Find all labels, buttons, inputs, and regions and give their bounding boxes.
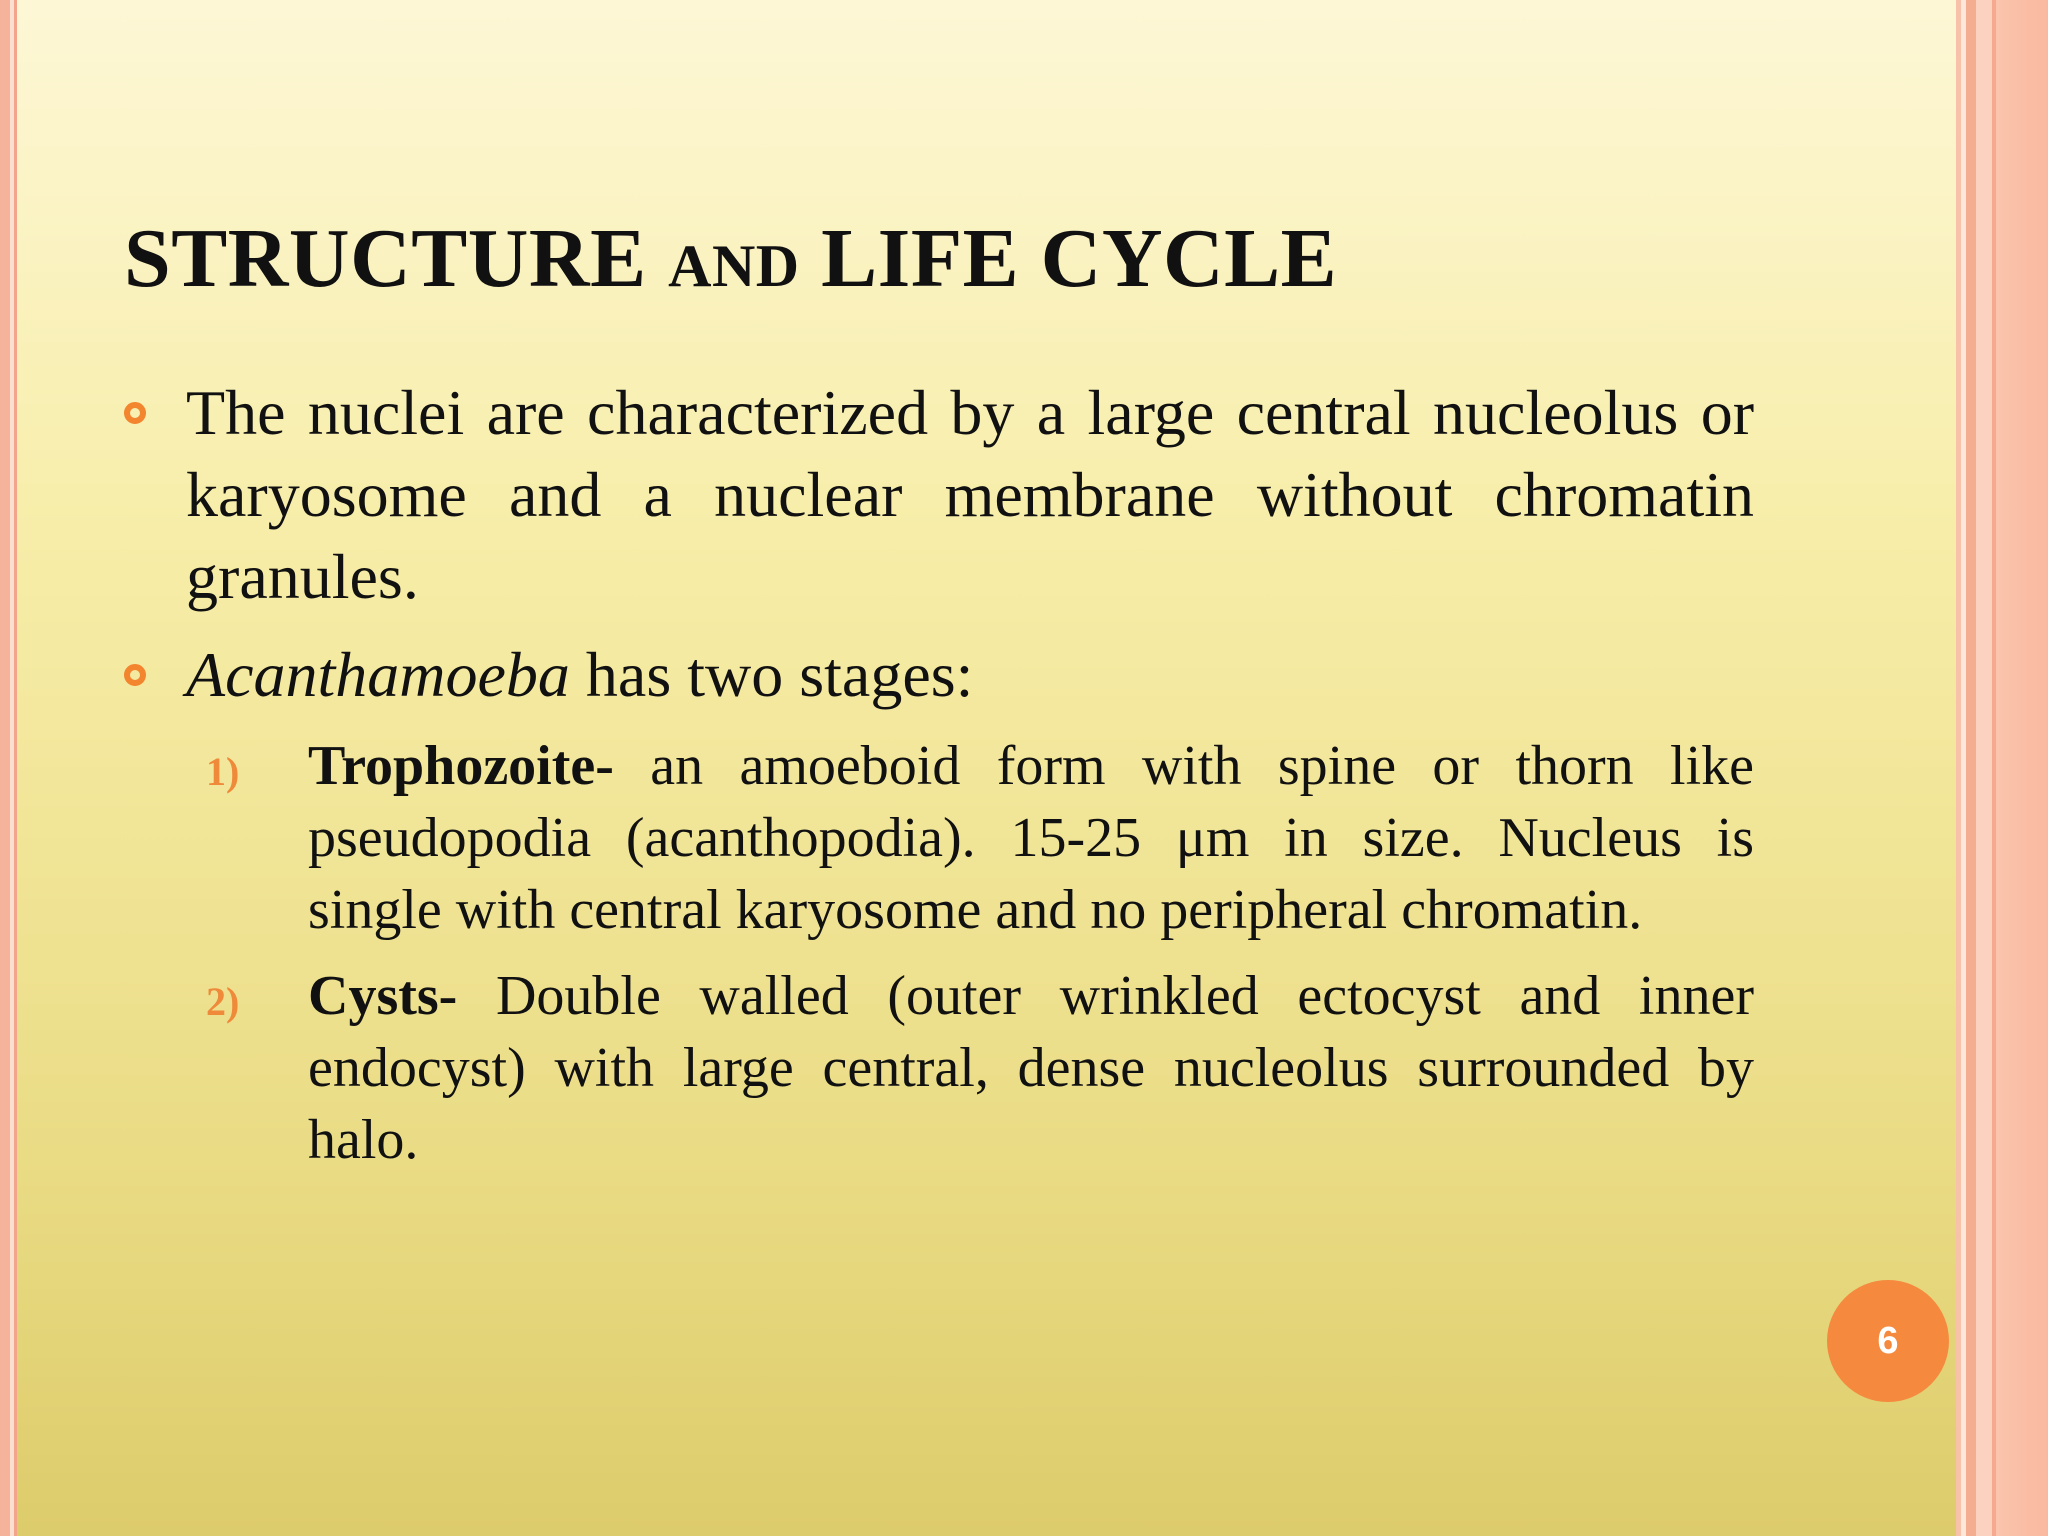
numbered-item (206, 960, 1754, 1176)
title-part-1: STRUCTURE (124, 212, 669, 305)
item-number: 2) (206, 979, 240, 1024)
item-text (308, 730, 1754, 946)
item-term: Cysts- (308, 965, 458, 1027)
title-small-caps: AND (668, 233, 800, 299)
bullet-item (124, 372, 1754, 618)
bullet-item (124, 634, 1754, 716)
slide-title (124, 210, 1337, 307)
title-part-2: LIFE CYCLE (799, 212, 1338, 305)
numbered-item (206, 730, 1754, 946)
right-border-stripe (1996, 0, 2048, 1536)
left-border-stripe (0, 0, 10, 1536)
page-number: 6 (1877, 1319, 1899, 1362)
genus-name: Acanthamoeba (186, 639, 570, 710)
bullet-text: The nuclei are characterized by a large central nucleolus or karyosome and a nuclear membrane without chromatin granules. (186, 377, 1754, 612)
bullet-text (186, 634, 1754, 716)
right-border-stripe (1976, 0, 1992, 1536)
item-description: Double walled (outer wrinkled ectocyst and inner endocyst) with large central, dense nucleolus surrounded by halo. (308, 965, 1754, 1171)
left-border-stripe (14, 0, 17, 1536)
page-number-badge (1827, 1280, 1949, 1402)
item-description: an amoeboid form with spine or thorn like pseudopodia (acanthopodia). 15-25 μm in size. Nucleus is single with central karyosome and no peripheral chromatin. (308, 735, 1754, 941)
right-border-stripe (1966, 0, 1976, 1536)
circle-bullet-icon (124, 402, 146, 424)
item-number: 1) (206, 749, 240, 794)
item-text (308, 960, 1754, 1176)
bullet-text-rest: has two stages: (569, 639, 974, 710)
item-term: Trophozoite- (308, 735, 614, 797)
circle-bullet-icon (124, 664, 146, 686)
